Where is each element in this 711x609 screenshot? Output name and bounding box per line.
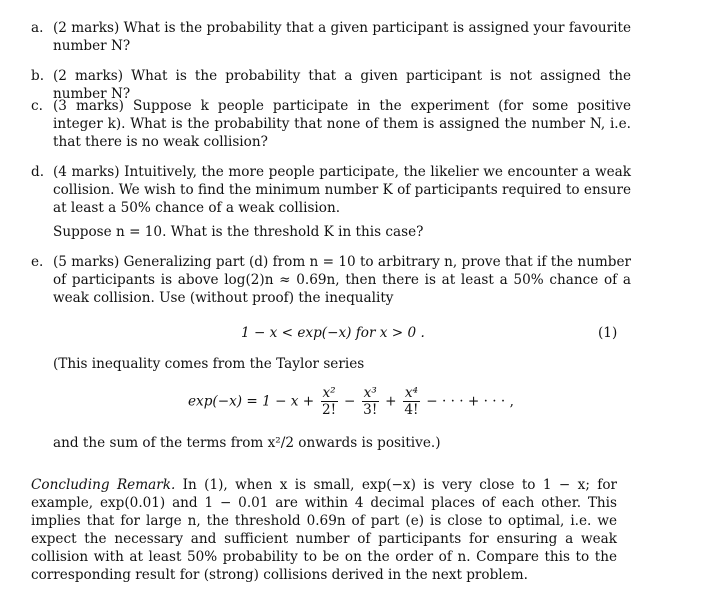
question-e bbox=[31, 253, 631, 307]
taylor-intro: (This inequality comes from the Taylor series bbox=[53, 356, 365, 372]
fraction-x2 bbox=[321, 385, 338, 418]
taylor-op-minus: − bbox=[343, 393, 356, 410]
question-d bbox=[31, 163, 631, 217]
fraction-x3 bbox=[362, 385, 379, 418]
question-c-text: (3 marks) Suppose k people participate in the experiment (for some positive integer k). What is the probability that none of them is assigned the number N, i.e. that there is no weak collision? bbox=[53, 98, 631, 150]
fraction-x2-numerator: x² bbox=[322, 385, 336, 401]
taylor-series bbox=[188, 385, 514, 429]
fraction-x2-denominator: 2! bbox=[322, 402, 337, 418]
equation-1-number: (1) bbox=[598, 325, 618, 341]
question-d-followup: Suppose n = 10. What is the threshold K in this case? bbox=[53, 224, 424, 240]
fraction-x4-denominator: 4! bbox=[404, 402, 419, 418]
question-d-text: (4 marks) Intuitively, the more people participate, the likelier we encounter a weak collision. We wish to find the minimum number K of participants required to ensure at least a 50% chance of a weak collision. bbox=[53, 164, 631, 216]
taylor-lhs: exp(−x) = 1 − x + bbox=[188, 393, 315, 410]
question-a-text: (2 marks) What is the probability that a given participant is assigned your favourite number N? bbox=[53, 20, 631, 54]
fraction-x4-numerator: x⁴ bbox=[404, 385, 418, 401]
question-e-text: (5 marks) Generalizing part (d) from n = 10 to arbitrary n, prove that if the number of participants is above log(2)n ≈ 0.69n, then there is at least a 50% chance of a weak collision. Use (without proof) the inequality bbox=[53, 254, 631, 306]
equation-1 bbox=[0, 324, 711, 342]
question-b-label: b. bbox=[31, 68, 45, 84]
question-c-label: c. bbox=[31, 98, 43, 114]
question-b-text: (2 marks) What is the probability that a given participant is not assigned the number N? bbox=[53, 68, 631, 102]
taylor-tail: − · · · + · · · , bbox=[426, 393, 514, 410]
taylor-op-plus: + bbox=[385, 393, 397, 410]
fraction-x3-denominator: 3! bbox=[363, 402, 378, 418]
remark-text: In (1), when x is small, exp(−x) is very close to 1 − x; for example, exp(0.01) and 1 − 0.01 are within 4 decimal places of each other. This implies that for large n, the threshold 0.69n of part (e) is close to optimal, i.e. we expect the necessary and sufficient number of participants for ensuring a weak collision with at least 50% probability to be on the order of n. Compare this to the corresponding result for (strong) collisions derived in the next problem. bbox=[31, 477, 617, 583]
fraction-x4 bbox=[403, 385, 420, 418]
question-a bbox=[31, 19, 631, 55]
question-e-label: e. bbox=[31, 254, 44, 270]
question-c bbox=[31, 97, 631, 151]
question-a-label: a. bbox=[31, 20, 44, 36]
equation-1-expression: 1 − x < exp(−x) for x > 0 . bbox=[241, 325, 425, 341]
question-d-label: d. bbox=[31, 164, 45, 180]
remark-title: Concluding Remark. bbox=[31, 477, 176, 493]
taylor-outro: and the sum of the terms from x²/2 onwards is positive.) bbox=[53, 435, 441, 451]
fraction-x3-numerator: x³ bbox=[363, 385, 377, 401]
concluding-remark bbox=[31, 476, 617, 584]
